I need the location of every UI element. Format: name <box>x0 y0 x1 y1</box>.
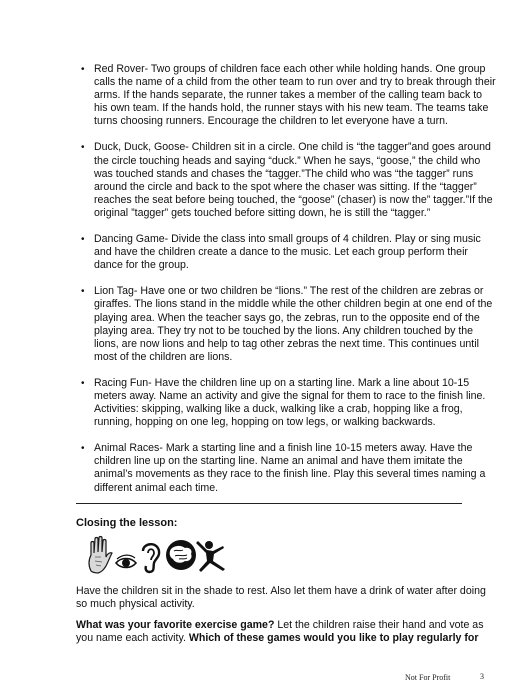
stretching-figure-icon <box>196 541 225 572</box>
footer-note: Not For Profit <box>405 673 451 682</box>
page-number: 3 <box>480 672 484 681</box>
game-dancing: Dancing Game- Divide the class into small groups of 4 children. Play or sing music and have the children create a dance to the music. Let each group perform their dance for the group. <box>94 233 481 272</box>
list-item <box>81 141 496 220</box>
game-animal-races: Animal Races- Mark a starting line and a finish line 10-15 meters away. Have the children line up on the starting line. Name an animal and have them imitate the animal’s movements as they race to the finish line. Play this several times naming a different animal each time. <box>94 442 486 494</box>
brain-head-icon <box>166 540 196 570</box>
eye-icon <box>116 555 136 567</box>
bullet: • <box>81 443 85 455</box>
divider <box>76 503 462 504</box>
ear-icon <box>143 544 159 572</box>
game-lion-tag: Lion Tag- Have one or two children be “lions.” The rest of the children are zebras or giraffes. The lions stand in the middle while the other children begin at one end of the playing area. When the teacher says go, the zebras, run to the opposite end of the playing area. They try not to be touched by the lions. Any children touched by the lions, are now lions and help to tag other zebras the next time. This continues until most of the children are lions. <box>94 285 493 363</box>
list-item <box>81 285 496 364</box>
bullet: • <box>81 142 85 154</box>
game-list <box>81 63 496 508</box>
list-item <box>81 376 496 429</box>
game-duck-duck-goose: Duck, Duck, Goose- Children sit in a circle. One child is “the tagger”and goes around the circle touching heads and saying “duck.” When he says, “goose,” the child who was touched stands and chases the “tagger.”The child who was “the tagger” runs around the circle and back to the spot where the chaser was sitting. If the “tagger” reaches the seat before being touched, the “goose” (chaser) is now the” tagger.”If the original ”tagger” gets touched before sitting down, he is still the “tagger.” <box>94 141 493 219</box>
list-item <box>81 63 496 128</box>
bullet: • <box>81 234 85 246</box>
bullet: • <box>81 286 85 298</box>
question-instructions: Let the children raise their hand and vote as you name each activity. <box>76 619 484 645</box>
discussion-question <box>76 619 488 645</box>
game-racing-fun: Racing Fun- Have the children line up on a starting line. Mark a line about 10-15 meters away. Name an activity and give the signal for them to race to the finish line. Activities: skipping, walking like a duck, walking like a crab, hopping like a frog, running, hopping on one leg, hopping on tow legs, or walking backwards. <box>94 376 486 429</box>
hand-icon <box>89 537 112 574</box>
closing-paragraph: Have the children sit in the shade to rest. Also let them have a drink of water after doing so much physical activity. <box>76 585 486 611</box>
senses-icon-row <box>85 535 245 575</box>
section-title: Closing the lesson: <box>76 517 178 529</box>
game-red-rover: Red Rover- Two groups of children face each other while holding hands. One group calls the name of a child from the other team to run over and try to break through their arms. If the hands separate, the runner takes a member of the calling team back to his own team. If the hands hold, the runner stays with his new team. The teams take turns choosing runners. Encourage the children to let everyone have a turn. <box>94 63 496 128</box>
bullet: • <box>81 64 85 75</box>
question-play-regularly: Which of these games would you like to play regularly for <box>188 632 479 645</box>
list-item <box>81 442 496 494</box>
bullet: • <box>81 377 85 389</box>
question-favorite-game: What was your favorite exercise game? <box>76 619 275 631</box>
list-item <box>81 233 496 272</box>
